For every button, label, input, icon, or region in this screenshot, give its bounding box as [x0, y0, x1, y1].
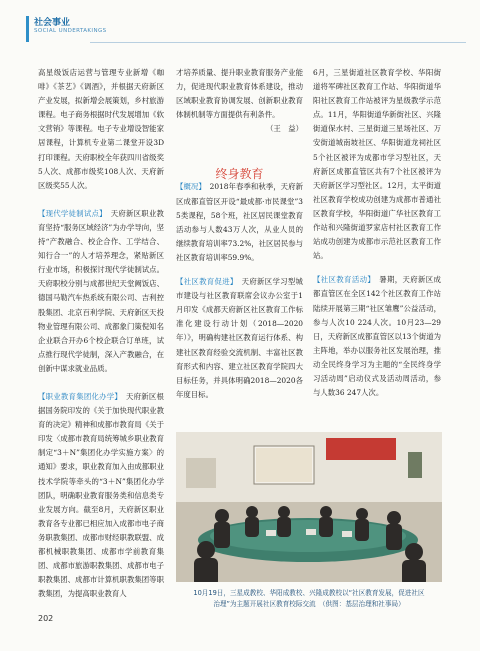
paragraph [38, 207, 164, 376]
header-accent-bar [26, 16, 29, 42]
header-rule [90, 42, 466, 43]
meeting-photo [176, 432, 442, 582]
paragraph-text: 天府新区职业教育坚持“服务区域经济”为办学导向，坚持“产教融合、校企合作、工学结合、知行合一”的人才培养理念，紧贴新区行业市场，积极探讨现代学徒制试点。天府职校分别与成都世纪天堂阙饭店、德国马勒汽车热系统有限公司、吉利控股集团、北京百利学院、天府新区天投物业管理有限公司、成都象门策倪知名企业联合开办6个校企联合订单班，试点推行现代学徒制，深入产教融合，在创新中谋求就业品质。 [38, 208, 164, 373]
paragraph: 高星级饭店运营与管理专业新增《咖啡》《茶艺》《调酒》，并根据天府新区产业发展，拟新增会展策划，乡村旅游课程。电子商务根据时代发展增加《软文营销》等课程。电子专业增设智能家居课程，计算机专业第二课堂开设3D打印课程。天府职校全年获四川省级奖5人次、成都市级奖108人次、天府新区级奖55人次。 [38, 68, 164, 190]
column-2 [176, 66, 303, 402]
paragraph [176, 180, 303, 265]
section-title-en: SOCIAL UNDERTAKINGS [34, 28, 107, 34]
section-heading: 终身教育 [215, 167, 264, 181]
topic-tag: 【 概况 】 [176, 182, 202, 191]
column-3 [313, 66, 441, 400]
paragraph-text: 暑期，天府新区成都直管区在全区142个社区教育工作站陆续开展第三期“社区雏鹰”公益活动，参与人次10 224人次。10月23—29日，天府新区成都直管区以13个街道为主阵地，举办以服务社区发展治理，推动全民终身学习为主题的“全民终身学习活动周”启动仪式及活动周活动，参与人数36 247人次。 [313, 275, 441, 398]
paragraph [38, 390, 164, 601]
paragraph: 才培养质量、提升职业教育服务产业能力，促进现代职业教育体系建设，推动区域职业教育协调发展、创新职业教育体制机制等方面提供有利条件。 [176, 68, 303, 120]
paragraph [313, 273, 441, 400]
paragraph-text: 天府新区根据国务院印发的《关于加快现代职业教育的决定》精神和成都市教育局《关于印发〈成都市教育局统筹城乡职业教育制定“3＋N”集团化办学实施方案〉的通知》要求，职业教育加入由成都职业技术学院等牵头的“3＋N”集团化办学团队，明确职业教育服务类和信息类专业发展方向。截至8月，天府新区职业教育各专业都已相应加入成都市电子商务职教集团、成都市财经职教联盟、成都机械职教集团、成都市学前教育集团、成都市旅游职教集团、成都市电子职教集团、成都市计算机职教集团等职教集团，为提高职业教育人 [38, 391, 164, 599]
page-number: 202 [38, 614, 54, 623]
paragraph-text: 2018年春季和秋季，天府新区成都直管区开设“最成都·市民课堂”35类课程，58个班，社区居民课堂教育活动参与人数43万人次，从业人员的继续教育培训率73.2%，社区居民参与社区教育培训率59.9%。 [176, 182, 303, 262]
paragraph-text: 天府新区学习型城市建设与社区教育联席会议办公室于1月印发《成都天府新区社区教育工作标准化建设行动计划（2018—2020年）》，明确构建社区教育运行体系、构建社区教育经验交流机制、丰富社区教育形式和内容、建立社区教育学院四大目标任务，并具体明确2018—2020各年度目标。 [176, 277, 303, 399]
photo-caption [176, 588, 442, 610]
author-signature: （王 益） [266, 124, 303, 134]
topic-tag: 【 现代学徒制试点 】 [38, 209, 103, 218]
section-title-cn: 社会事业 [34, 18, 71, 28]
caption-line: 治理”为主题开展社区教育校际交流 （供图：基层治理和社事局） [213, 600, 405, 608]
paragraph: 6月，三星街道社区教育学校、华阳街道将军碑社区教育工作站、华阳街道华阳社区教育工作站被评为星级教学示范点。11月，华阳街道华新街社区、兴隆街道保水村、三星街道三星场社区、万安街道城南坡社区、华阳街道龙祠社区5个社区被评为成都市学习型社区，天府新区成都直管区共有7个社区被评为天府新区学习型社区。12月，太平街道社区教育学校成功创建为成都市普通社区教育学校，华阳街道广华社区教育工作站和兴隆街道罗家店村社区教育工作站成功创建为成都市示范社区教育工作站。 [313, 68, 441, 261]
topic-tag: 【 职业教育集团化办学 】 [38, 392, 118, 401]
paragraph [176, 275, 303, 402]
column-1 [38, 66, 164, 601]
topic-tag: 【 社区教育活动 】 [313, 275, 371, 284]
topic-tag: 【 社区教育促进 】 [176, 277, 234, 286]
caption-line: 10月19日，三星成教校、华阳成教校、兴隆成教校以“社区教育发展，促进社区 [193, 589, 425, 597]
section-header [26, 14, 466, 50]
